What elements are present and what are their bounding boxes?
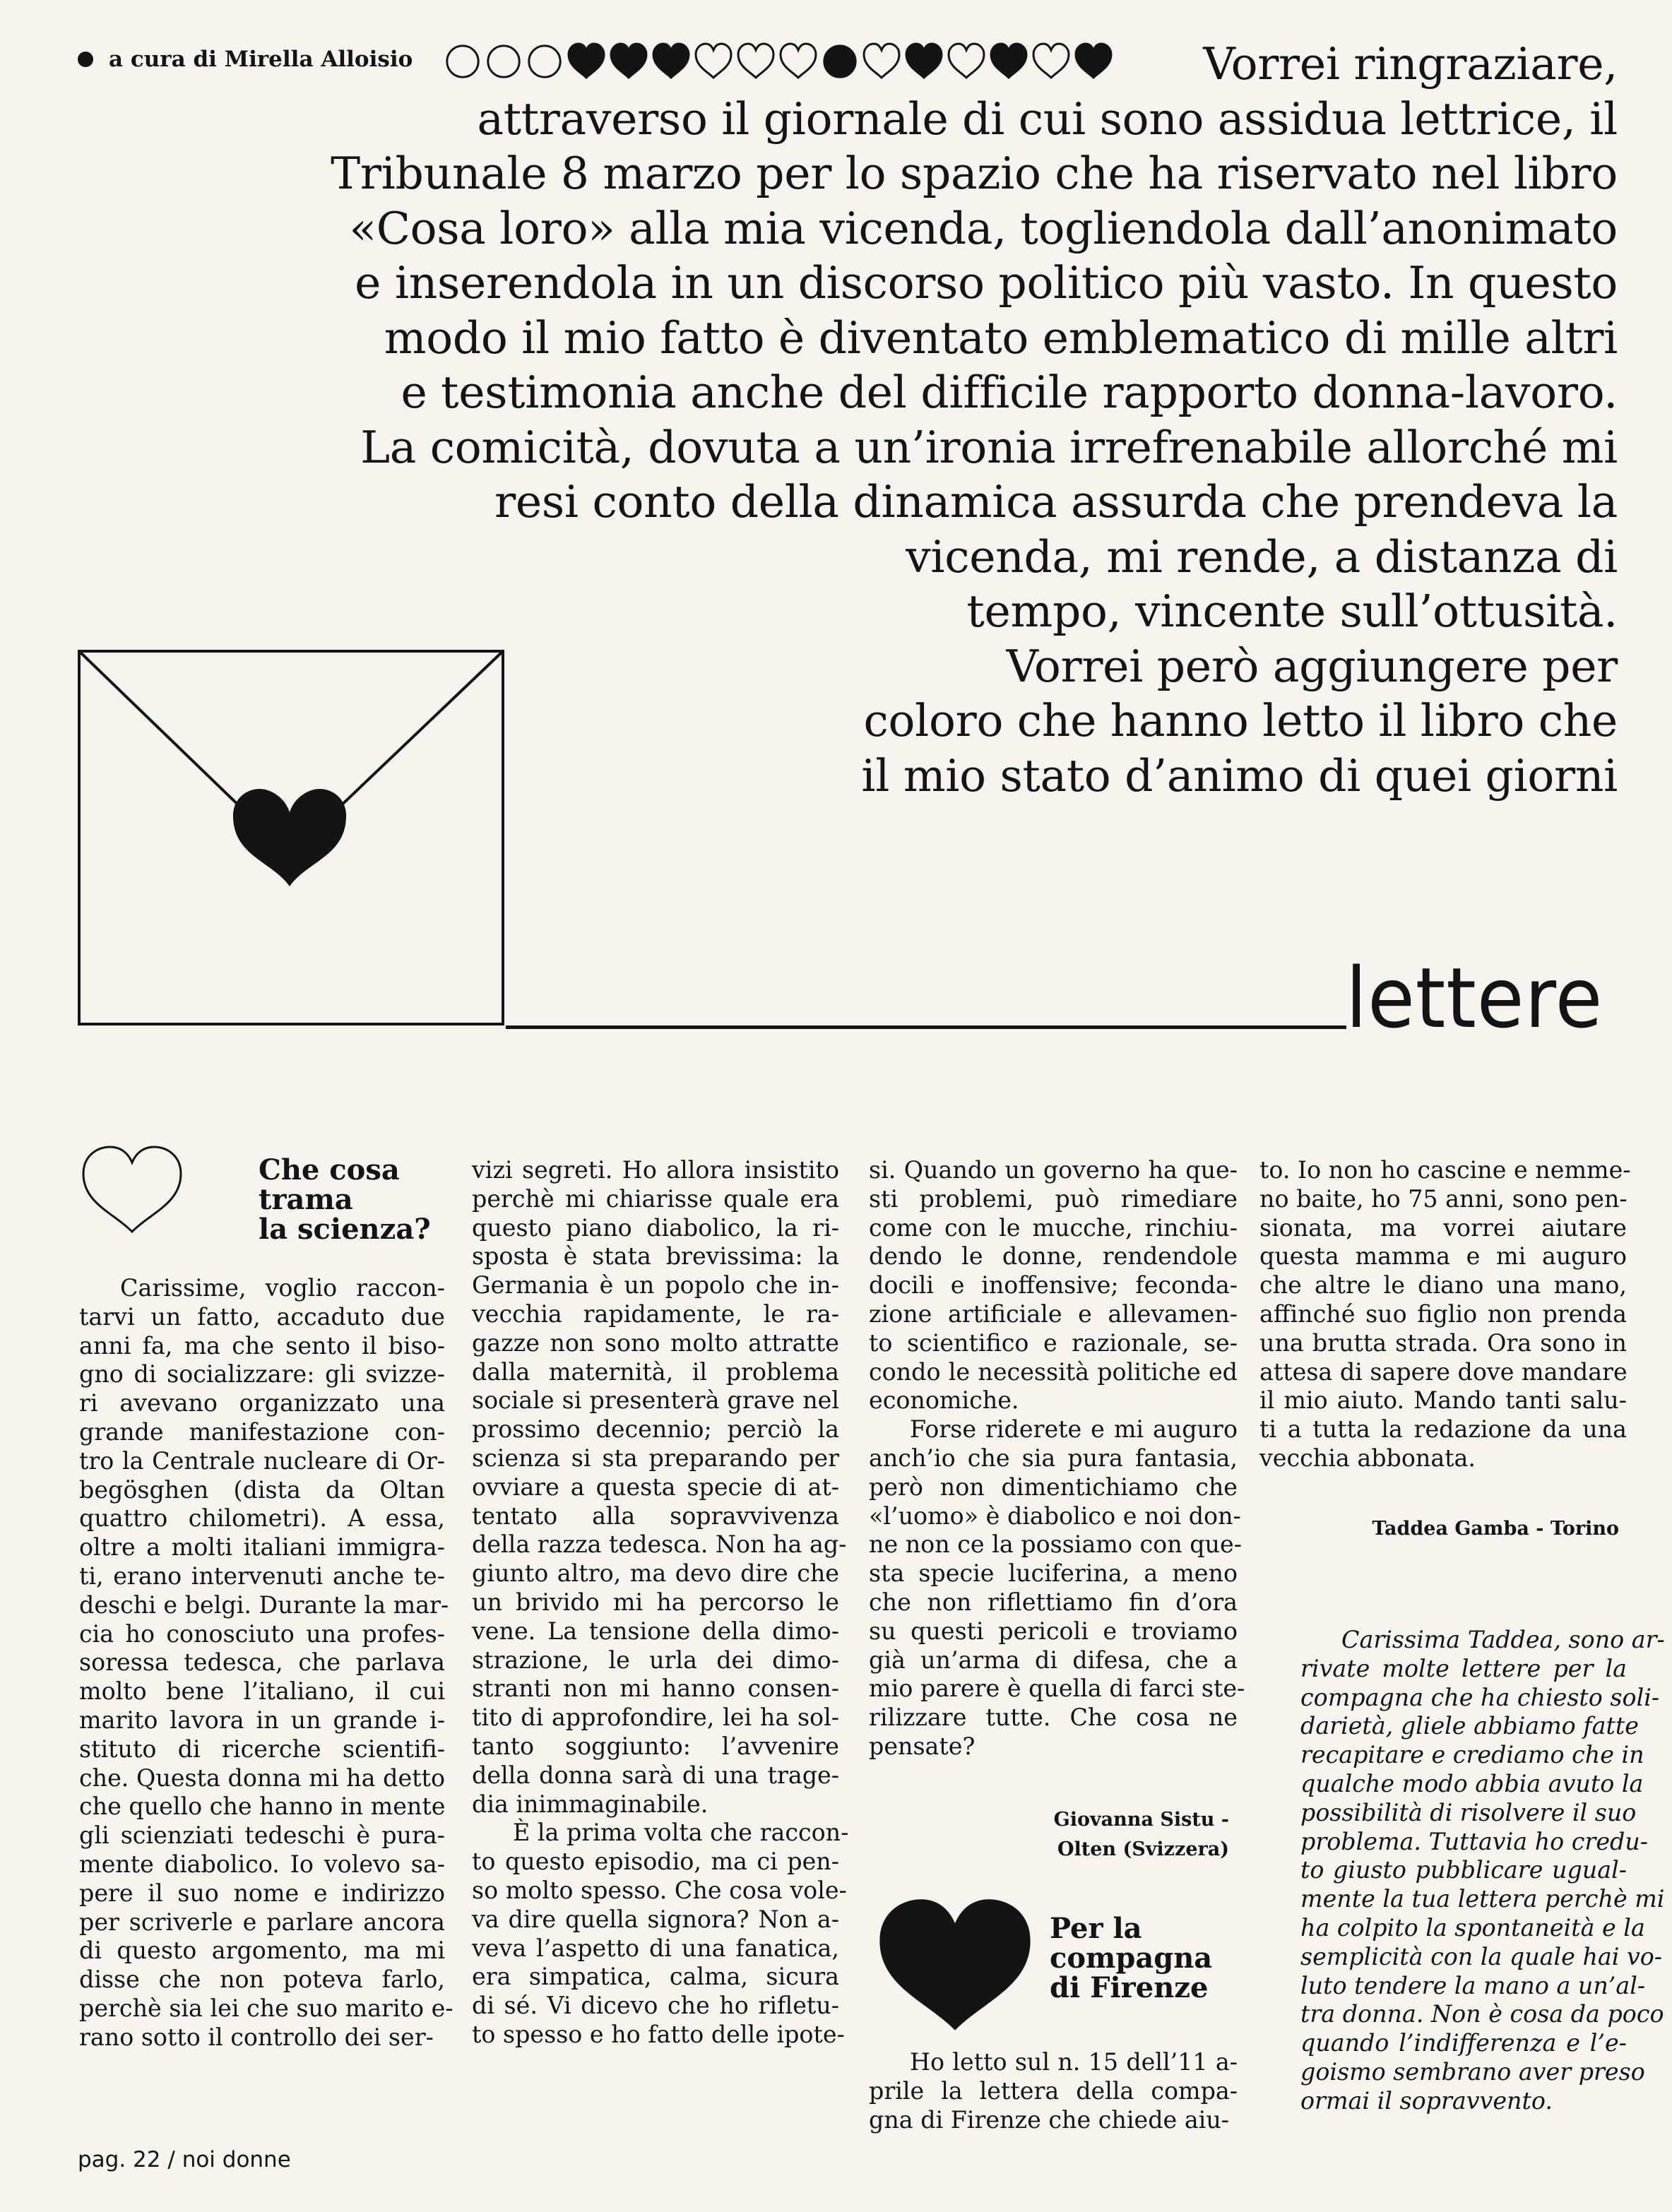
intro-line: tempo, vincente sull’ottusità.	[966, 585, 1618, 637]
text-line: vecchia rapidamente, le ra-	[472, 1300, 839, 1328]
paragraph	[869, 1415, 1245, 1761]
paragraph	[472, 1156, 847, 1819]
heading-line: Che cosa	[259, 1153, 400, 1187]
text-line: pensate?	[869, 1732, 976, 1760]
heart-outline-icon	[79, 1143, 185, 1236]
intro-line: Vorrei però aggiungere per	[1006, 640, 1618, 692]
text-line: disse che non poteva farlo,	[79, 1966, 445, 1994]
text-line: che altre le diano una mano,	[1259, 1271, 1627, 1300]
text-line: rivate molte lettere per la	[1300, 1654, 1627, 1682]
letter1-heading	[259, 1155, 431, 1244]
magazine-name: noi donne	[182, 2147, 291, 2172]
text-line: dendo le donne, rendendole	[869, 1242, 1238, 1271]
text-line: scienza si sta preparando per	[472, 1444, 839, 1472]
text-line: luto tendere la mano a un’al-	[1300, 1971, 1646, 1999]
text-line: Germania è un popolo che in-	[472, 1271, 839, 1300]
text-line: che. Questa donna mi ha detto	[79, 1764, 445, 1792]
text-line: tito di approfondire, lei ha sol-	[472, 1703, 839, 1732]
intro-line: modo il mio fatto è diventato emblematico di mille altri	[384, 311, 1618, 364]
intro-line: attraverso il giornale di cui sono assidua lettrice, il	[477, 93, 1618, 145]
text-line: strazione, le urla dei dimo-	[472, 1646, 839, 1674]
letter2-column-4	[1259, 1156, 1631, 1473]
heart-filled-icon	[870, 1893, 1040, 2037]
text-line: Carissima Taddea, sono ar-	[1341, 1626, 1665, 1653]
text-line: ha colpito la spontaneità e la	[1300, 1913, 1645, 1942]
bullet-dot	[78, 52, 93, 67]
byline-text: a cura di Mirella Alloisio	[109, 47, 413, 72]
text-line: mente la tua lettera perchè mi	[1300, 1885, 1665, 1913]
text-line: dalla maternità, il problema	[472, 1357, 839, 1386]
text-line: tarvi un fatto, accaduto due	[79, 1302, 445, 1331]
text-line: sposta è stata brevissima: la	[472, 1242, 839, 1271]
text-line: mio parere è quella di farci ste-	[869, 1675, 1245, 1703]
text-line: rano sotto il controllo dei ser-	[79, 2023, 434, 2051]
paragraph	[1259, 1156, 1631, 1473]
text-line: questa mamma e mi auguro	[1259, 1242, 1627, 1271]
text-line: to scientifico e razionale, se-	[869, 1328, 1238, 1357]
text-line: to spesso e ho fatto delle ipote-	[472, 2020, 845, 2048]
text-line: quattro chilometri). A essa,	[79, 1504, 445, 1533]
text-line: come con le mucche, rinchiu-	[869, 1213, 1238, 1242]
text-line: cia ho conosciuto una profes-	[79, 1619, 445, 1648]
text-line: di sé. Vi dicevo che ho rifletu-	[472, 1992, 839, 2020]
intro-line: e testimonia anche del difficile rapporto donna-lavoro.	[401, 367, 1618, 418]
text-line: soressa tedesca, che parlava	[79, 1648, 445, 1677]
heading-line: di Firenze	[1050, 1971, 1209, 2004]
editor-reply	[1259, 1626, 1665, 2116]
text-line: pere il suo nome e indirizzo	[79, 1879, 445, 1907]
text-line: tra donna. Non è cosa da poco	[1300, 2000, 1664, 2028]
text-line: begösghen (dista da Oltan	[79, 1475, 445, 1504]
intro-line: il mio stato d’animo di quei giorni	[861, 749, 1618, 802]
text-line: condo le necessità politiche ed	[869, 1357, 1238, 1386]
text-line: una brutta strada. Ora sono in	[1259, 1328, 1627, 1357]
text-line: economiche.	[869, 1386, 1019, 1415]
paragraph	[869, 2048, 1238, 2134]
heading-line: compagna	[1050, 1942, 1213, 1975]
page-number: pag. 22	[78, 2147, 161, 2172]
text-line: deschi e belgi. Durante la mar-	[79, 1590, 449, 1619]
text-line: zione artificiale e allevamen-	[869, 1300, 1238, 1328]
text-line: tanto soggiunto: l’avvenire	[472, 1732, 839, 1760]
letter1-column-1	[79, 1274, 453, 2052]
text-line: prile la lettera della compa-	[869, 2076, 1238, 2105]
text-line: anch’io che sia pura fantasia,	[869, 1444, 1238, 1472]
text-line: docili e inoffensive; feconda-	[869, 1271, 1238, 1300]
text-line: un brivido mi ha percorso le	[472, 1588, 839, 1616]
text-line: gli scienziati tedeschi è pura-	[79, 1821, 445, 1850]
letter2-column-3	[869, 2048, 1238, 2134]
text-line: to giusto pubblicare ugual-	[1300, 1856, 1627, 1884]
intro-line: Tribunale 8 marzo per lo spazio che ha riservato nel libro	[331, 148, 1618, 199]
text-line: tro la Centrale nucleare di Or-	[79, 1446, 445, 1475]
letter1-signature	[954, 1805, 1229, 1865]
text-line: Forse riderete e mi auguro	[910, 1415, 1238, 1444]
intro-line: resi conto della dinamica assurda che prendeva la	[494, 476, 1618, 528]
text-line: gazze non sono molto attratte	[472, 1328, 839, 1357]
text-line: Carissime, voglio raccon-	[120, 1274, 445, 1302]
intro-line: coloro che hanno letto il libro che	[863, 695, 1618, 747]
text-line: ri avevano organizzato una	[79, 1389, 445, 1417]
text-line: to. Io non ho cascine e nemme-	[1259, 1156, 1631, 1184]
text-line: possibilità di risolvere il suo	[1300, 1798, 1637, 1826]
text-line: giunto altro, ma devo dire che	[472, 1559, 839, 1588]
letter1-column-3	[869, 1156, 1245, 1761]
intro-line: vicenda, mi rende, a distanza di	[906, 530, 1618, 583]
text-line: mente diabolico. Io volevo sa-	[79, 1850, 445, 1878]
text-line: gna di Firenze che chiede aiu-	[869, 2105, 1230, 2134]
text-line: grande manifestazione con-	[79, 1417, 445, 1446]
text-line: ti a tutta la redazione da una	[1259, 1415, 1627, 1444]
text-line: no baite, ho 75 anni, sono pen-	[1259, 1184, 1627, 1213]
text-line: va dire quella signora? Non a-	[472, 1905, 839, 1933]
text-line: stituto di ricerche scientifi-	[79, 1735, 445, 1763]
text-line: si. Quando un governo ha que-	[869, 1156, 1238, 1184]
signature-line: Giovanna Sistu -	[1053, 1809, 1229, 1831]
text-line: qualche modo abbia avuto la	[1300, 1769, 1644, 1797]
text-line: semplicità con la quale hai vo-	[1300, 1942, 1663, 1970]
footer-separator: /	[167, 2147, 175, 2172]
text-line: però non dimentichiamo che	[869, 1473, 1238, 1501]
text-line: sti problemi, può rimediare	[869, 1184, 1238, 1213]
text-line: darietà, gliele abbiamo fatte	[1300, 1712, 1639, 1740]
text-line: compagna che ha chiesto soli-	[1300, 1683, 1660, 1711]
text-line: problema. Tuttavia ho credu-	[1300, 1827, 1649, 1855]
text-line: oltre a molti italiani immigra-	[79, 1533, 445, 1562]
intro-line: La comicità, dovuta a un’ironia irrefrenabile allorché mi	[360, 421, 1618, 473]
section-rule	[506, 1025, 1346, 1029]
text-line: era simpatica, calma, sicura	[472, 1963, 839, 1991]
text-line: della donna sarà di una trage-	[472, 1761, 839, 1789]
text-line: che quello che hanno in mente	[79, 1792, 446, 1821]
text-line: «l’uomo» è diabolico e noi don-	[869, 1502, 1241, 1530]
text-line: recapitare e crediamo che in	[1300, 1741, 1644, 1769]
heading-line: la scienza?	[259, 1213, 431, 1246]
text-line: marito lavora in un grande i-	[79, 1706, 445, 1734]
text-line: già un’arma di difesa, che a	[869, 1646, 1238, 1674]
text-line: ovviare a questa specie di at-	[472, 1473, 839, 1501]
text-line: rilizzare tutte. Che cosa ne	[869, 1703, 1238, 1732]
text-line: vecchia abbonata.	[1259, 1444, 1476, 1472]
intro-line: «Cosa loro» alla mia vicenda, togliendola dall’anonimato	[349, 202, 1618, 254]
signature-line: Olten (Svizzera)	[1057, 1838, 1229, 1860]
text-line: gno di socializzare: gli svizze-	[79, 1360, 445, 1389]
intro-line: e inserendola in un discorso politico più vasto. In questo	[355, 257, 1618, 309]
text-line: ti, erano intervenuti anche te-	[79, 1562, 445, 1590]
text-line: perchè mi chiarisse quale era	[472, 1184, 839, 1213]
heart-seal-icon	[233, 789, 346, 886]
text-line: della razza tedesca. Non ha ag-	[472, 1530, 847, 1559]
text-line: che non riflettiamo fin d’ora	[869, 1588, 1238, 1616]
text-line: to questo episodio, ma ci pen-	[472, 1848, 839, 1876]
letter2-heading	[1050, 1914, 1212, 2003]
text-line: sionata, ma vorrei aiutare	[1259, 1213, 1627, 1242]
envelope-illustration	[78, 650, 509, 1031]
text-line: vizi segreti. Ho allora insistito	[472, 1156, 839, 1184]
text-line: molto bene l’italiano, il cui	[79, 1677, 445, 1706]
text-line: sta specie luciferina, a meno	[869, 1559, 1238, 1588]
heading-line: Per la	[1050, 1912, 1142, 1945]
letter1-column-2	[472, 1156, 849, 2050]
text-line: attesa di sapere dove mandare	[1259, 1357, 1627, 1386]
text-line: tentato alla sopravvivenza	[472, 1502, 839, 1530]
text-line: so molto spesso. Che cosa vole-	[472, 1876, 847, 1904]
heading-line: trama	[259, 1183, 353, 1216]
text-line: di questo argomento, ma mi	[79, 1937, 445, 1965]
text-line: goismo sembrano aver preso	[1300, 2057, 1645, 2086]
text-line: anni fa, ma che sento il biso-	[79, 1331, 445, 1360]
text-line: per scriverle e parlare ancora	[79, 1908, 445, 1936]
text-line: quando l’indifferenza e l’e-	[1300, 2029, 1627, 2057]
text-line: stranti non mi hanno consen-	[472, 1675, 839, 1703]
section-title: lettere	[1346, 949, 1603, 1047]
text-line: affinché suo figlio non prenda	[1259, 1300, 1627, 1328]
paragraph	[472, 1819, 849, 2049]
text-line: È la prima volta che raccon-	[513, 1819, 849, 1847]
intro-line: Vorrei ringraziare,	[1203, 38, 1618, 90]
text-line: ormai il sopravvento.	[1300, 2086, 1553, 2115]
text-line: prossimo decennio; perciò la	[472, 1415, 839, 1444]
paragraph	[1259, 1626, 1665, 2116]
text-line: veva l’aspetto di una fanatica,	[472, 1934, 839, 1962]
text-line: il mio aiuto. Mando tanti salu-	[1259, 1386, 1627, 1415]
text-line: su questi pericoli e troviamo	[869, 1617, 1238, 1645]
text-line: perchè sia lei che suo marito e-	[79, 1994, 453, 2022]
text-line: sociale si presenterà grave nel	[472, 1386, 839, 1415]
text-line: ne non ce la possiamo con que-	[869, 1530, 1242, 1559]
text-line: dia inimmaginabile.	[472, 1790, 708, 1818]
paragraph	[869, 1156, 1238, 1415]
text-line: vene. La tensione della dimo-	[472, 1617, 839, 1645]
page-footer	[78, 2147, 291, 2172]
paragraph	[79, 1274, 453, 2052]
text-line: Ho letto sul n. 15 dell’11 a-	[910, 2048, 1238, 2076]
letter2-signature: Taddea Gamba - Torino	[1372, 1518, 1619, 1540]
text-line: questo piano diabolico, la ri-	[472, 1213, 839, 1242]
